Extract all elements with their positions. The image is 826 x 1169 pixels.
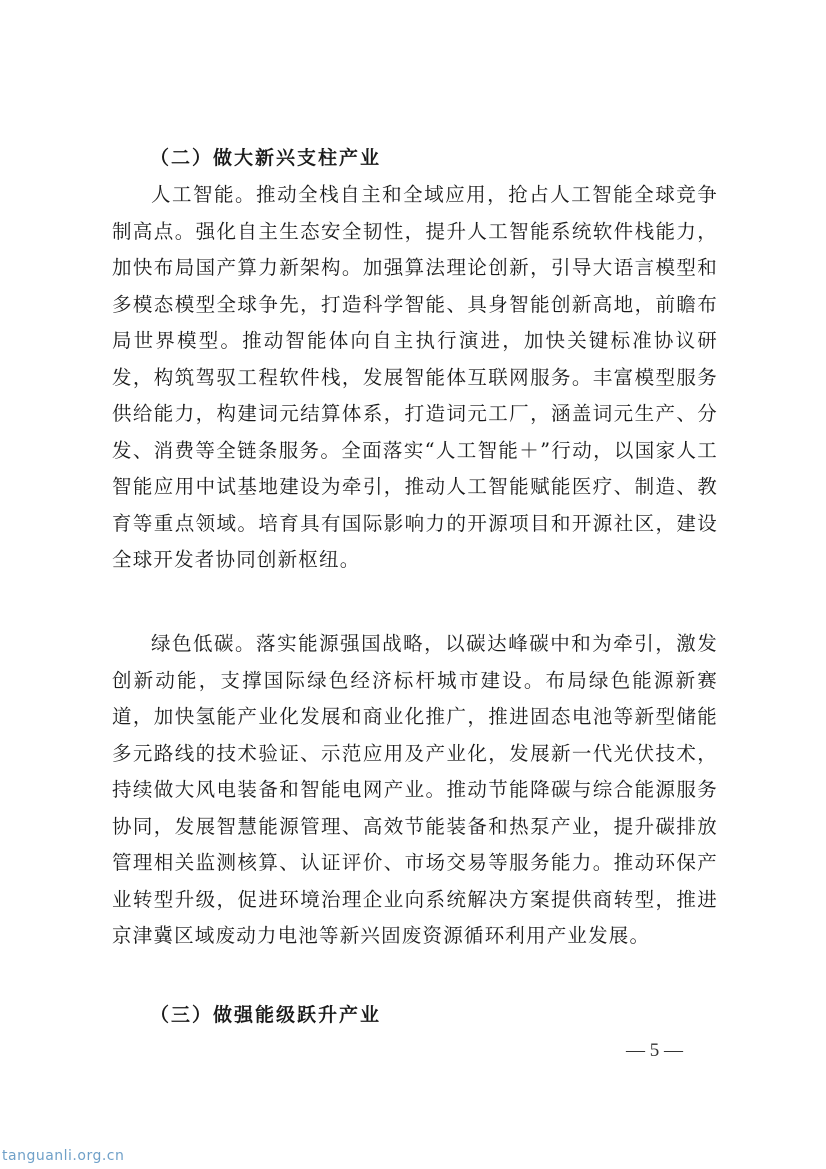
page-number: — 5 — [626, 1040, 683, 1061]
paragraph-green-low-carbon: 绿色低碳。落实能源强国战略，以碳达峰碳中和为牵引，激发创新动能，支撑国际绿色经济标杆城市建设。布局绿色能源新赛道，加快氢能产业化发展和商业化推广，推进固态电池等新型储能多元路线的技术验证、示范应用及产业化，发展新一代光伏技术，持续做大风电装备和智能电网产业。推动节能降碳与综合能源服务协同，发展智慧能源管理、高效节能装备和热泵产业，提升碳排放管理相关监测核算、认证评价、市场交易等服务能力。推动环保产业转型升级，促进环境治理企业向系统解决方案提供商转型，推进京津冀区域废动力电池等新兴固废资源循环利用产业发展。 [112, 632, 718, 947]
section-heading-emerging-pillar-industries: （二）做大新兴支柱产业 [150, 147, 382, 169]
watermark: tanguanli.org.cn [2, 1148, 125, 1164]
paragraph-artificial-intelligence: 人工智能。推动全栈自主和全域应用，抢占人工智能全球竞争制高点。强化自主生态安全韧性，提升人工智能系统软件栈能力，加快布局国产算力新架构。加强算法理论创新，引导大语言模型和多模态模型全球争先，打造科学智能、具身智能创新高地，前瞻布局世界模型。推动智能体向自主执行演进，加快关键标准协议研发，构筑驾驭工程软件栈，发展智能体互联网服务。丰富模型服务供给能力，构建词元结算体系，打造词元工厂，涵盖词元生产、分发、消费等全链条服务。全面落实“人工智能＋”行动，以国家人工智能应用中试基地建设为牵引，推动人工智能赋能医疗、制造、教育等重点领域。培育具有国际影响力的开源项目和开源社区，建设全球开发者协同创新枢纽。 [112, 183, 718, 571]
section-heading-energy-level-leap-industries: （三）做强能级跃升产业 [150, 1004, 382, 1026]
